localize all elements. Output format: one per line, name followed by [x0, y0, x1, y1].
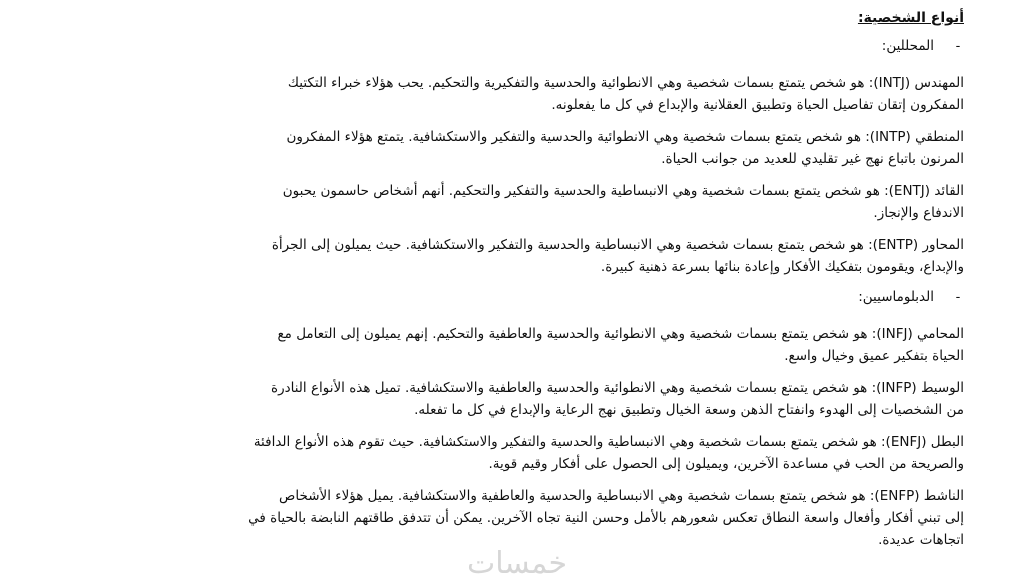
section-heading-text: المحللين: [881, 38, 934, 54]
entry-line: الحياة بتفكير عميق وخيال واسع. [784, 348, 964, 364]
entry-entp [58, 234, 964, 278]
entry-line: والصريحة من الحب في مساعدة الآخرين، ويميلون إلى الحصول على أفكار وقيم قوية. [488, 456, 964, 472]
section-heading-analysts [882, 38, 972, 54]
entry-infj [58, 323, 964, 367]
entry-line: الوسيط (INFP): هو شخص يتمتع بسمات شخصية وهي الانطوائية والحدسية والعاطفية والاستكشافية. تميل هذه الأنواع النادرة [271, 380, 964, 396]
section-heading-diplomats [858, 289, 972, 305]
bullet-dash: - [955, 38, 961, 54]
entry-line: من الشخصيات إلى الهدوء وانفتاح الذهن وسعة الخيال وتطبيق نهج الرعاية والإبداع في كل ما تفعله. [414, 402, 964, 418]
section-heading-text: الدبلوماسيين: [858, 289, 934, 305]
entry-line: المحاور (ENTP): هو شخص يتمتع بسمات شخصية وهي الانبساطية والحدسية والتفكير والاستكشافية. حيث يميلون إلى الجرأة [271, 237, 964, 253]
bullet-dash: - [955, 289, 961, 305]
entry-line: إلى تبني أفكار وأفعال واسعة النطاق تعكس شعورهم بالأمل وحسن النية تجاه الآخرين. يمكن أن تتدفق طاقتهم النابضة بالحياة في [248, 510, 964, 526]
entry-line: المنطقي (INTP): هو شخص يتمتع بسمات شخصية وهي الانطوائية والحدسية والتفكير والاستكشافية. يتمتع هؤلاء المفكرون [286, 129, 964, 145]
watermark-logo: خمسات [466, 546, 568, 581]
entry-line: المحامي (INFJ): هو شخص يتمتع بسمات شخصية وهي الانطوائية والحدسية والعاطفية والتحكيم. إنهم يميلون إلى التعامل مع [277, 326, 964, 342]
entry-line: المهندس (INTJ): هو شخص يتمتع بسمات شخصية وهي الانطوائية والحدسية والتفكيرية والتحكيم. يحب هؤلاء خبراء التكتيك [287, 75, 964, 91]
entry-line: المفكرون إتقان تفاصيل الحياة وتطبيق العقلانية والإبداع في كل ما يفعلونه. [551, 97, 964, 113]
entry-enfp [58, 485, 964, 551]
entry-line: والإبداع، ويقومون بتفكيك الأفكار وإعادة بنائها بسرعة ذهنية كبيرة. [600, 259, 964, 275]
entry-line: المرنون باتباع نهج غير تقليدي للعديد من جوانب الحياة. [661, 151, 964, 167]
document-title: أنواع الشخصية: [857, 10, 964, 26]
entry-line: الناشط (ENFP): هو شخص يتمتع بسمات شخصية وهي الانبساطية والحدسية والعاطفية والاستكشافية. يميل هؤلاء الأشخاص [279, 488, 964, 504]
entry-line: البطل (ENFJ): هو شخص يتمتع بسمات شخصية وهي الانبساطية والحدسية والتفكير والاستكشافية. حيث تقوم هذه الأنواع الدافئة [253, 434, 964, 450]
entry-line: الاندفاع والإنجاز. [873, 205, 964, 221]
entry-enfj [58, 431, 964, 475]
entry-intj [58, 72, 964, 116]
entry-entj [58, 180, 964, 224]
entry-intp [58, 126, 964, 170]
entry-line: القائد (ENTJ): هو شخص يتمتع بسمات شخصية وهي الانبساطية والحدسية والتفكير والتحكيم. أنهم أشخاص حاسمون يحبون [282, 183, 964, 199]
entry-line: اتجاهات عديدة. [878, 532, 964, 548]
entry-infp [58, 377, 964, 421]
